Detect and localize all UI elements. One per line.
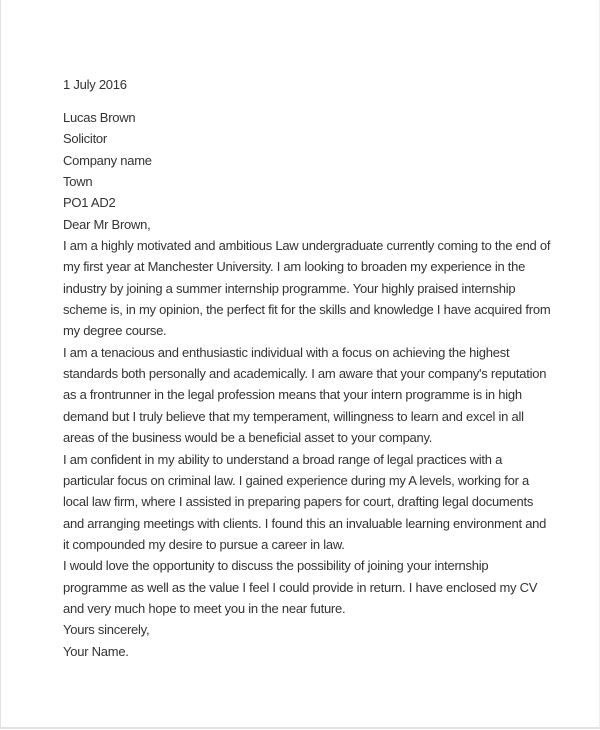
text-line: industry by joining a summer internship programme. Your highly praised internship: [63, 280, 516, 296]
text-line: I am confident in my ability to understand a broad range of legal practices with a: [63, 451, 503, 467]
paragraph-2: [63, 342, 550, 449]
text-line: particular focus on criminal law. I gained experience during my A levels, working for a: [63, 472, 529, 488]
text-line: I am a tenacious and enthusiastic individual with a focus on achieving the highest: [63, 344, 510, 360]
signature: Your Name.: [63, 643, 129, 659]
text-line: I would love the opportunity to discuss the possibility of joining your internship: [63, 558, 489, 574]
recipient-address: [63, 107, 550, 214]
recipient-town: Town: [63, 174, 93, 190]
closing: Yours sincerely,: [63, 622, 150, 638]
text-line: and very much hope to meet you in the near future.: [63, 600, 346, 616]
text-line: it compounded my desire to pursue a career in law.: [63, 536, 345, 552]
text-line: as a frontrunner in the legal profession means that your intern programme is in high: [63, 387, 522, 403]
text-line: programme as well as the value I feel I could provide in return. I have enclosed my CV: [63, 579, 538, 595]
letter-body: [63, 107, 550, 662]
recipient-name: Lucas Brown: [63, 110, 136, 125]
text-line: and arranging meetings with clients. I found this an invaluable learning environment and: [63, 515, 547, 531]
text-line: demand but I truly believe that my temperament, willingness to learn and excel in all: [63, 408, 524, 424]
paragraph-4: [63, 555, 550, 619]
text-line: my first year at Manchester University. I am looking to broaden my experience in the: [63, 259, 526, 275]
recipient-postcode: PO1 AD2: [63, 195, 116, 211]
text-line: my degree course.: [63, 323, 167, 339]
paragraph-1: [63, 235, 550, 342]
text-line: scheme is, in my opinion, the perfect fit for the skills and knowledge I have acquired from: [63, 302, 551, 318]
letter-date: 1 July 2016: [63, 77, 127, 92]
text-line: local law firm, where I assisted in preparing papers for court, drafting legal documents: [63, 494, 534, 510]
salutation: Dear Mr Brown,: [63, 216, 151, 232]
recipient-title: Solicitor: [63, 131, 107, 147]
recipient-company: Company name: [63, 152, 152, 168]
text-line: I am a highly motivated and ambitious Law undergraduate currently coming to the end of: [63, 238, 551, 254]
paragraph-3: [63, 449, 550, 556]
text-line: standards both personally and academically. I am aware that your company's reputation: [63, 366, 547, 382]
text-line: areas of the business would be a beneficial asset to your company.: [63, 430, 433, 446]
